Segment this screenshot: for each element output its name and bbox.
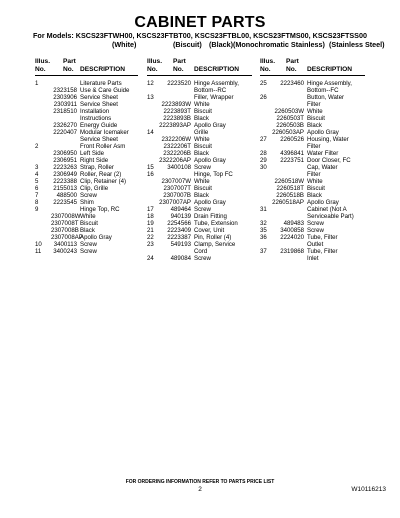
part-description: Apollo Gray xyxy=(194,199,226,206)
part-row xyxy=(35,248,138,255)
part-row xyxy=(35,227,138,234)
header-illus-no: No. xyxy=(35,66,46,73)
part-row xyxy=(147,178,252,185)
page-title: CABINET PARTS xyxy=(134,14,266,31)
part-row xyxy=(147,234,252,241)
part-description: White xyxy=(194,178,210,185)
part-row xyxy=(260,227,365,234)
part-description: Housing, Water Filter xyxy=(307,136,349,150)
part-number: 2223387 xyxy=(167,234,191,241)
part-number: 2306950 xyxy=(53,150,77,157)
part-number: 2223520 xyxy=(167,80,191,87)
illus-number: 28 xyxy=(260,150,267,157)
part-number: 2260503B xyxy=(276,122,304,129)
illus-number: 1 xyxy=(35,80,39,87)
part-description: Biscuit xyxy=(194,143,212,150)
part-number: 940139 xyxy=(170,213,191,220)
variant-biscuit: (Biscuit) xyxy=(173,40,202,49)
illus-number: 37 xyxy=(260,248,267,255)
part-row xyxy=(260,94,365,108)
part-row xyxy=(35,241,138,248)
illus-number: 2 xyxy=(35,143,39,150)
part-description: Use & Care Guide xyxy=(80,87,130,94)
part-description: Black xyxy=(194,150,209,157)
column-header xyxy=(260,58,365,76)
part-number: 4396841 xyxy=(280,150,304,157)
part-description: Pin, Roller (4) xyxy=(194,234,232,241)
part-description: Biscuit xyxy=(194,185,212,192)
part-description: Screw xyxy=(307,227,324,234)
part-number: 2303906 xyxy=(53,94,77,101)
part-description: White xyxy=(194,136,210,143)
column-header xyxy=(35,58,138,76)
illus-number: 13 xyxy=(147,94,154,101)
part-description: Hinge, Top FC xyxy=(194,171,233,178)
part-row xyxy=(35,171,138,178)
part-row xyxy=(35,108,138,122)
part-row xyxy=(260,115,365,122)
part-description: Apollo Gray xyxy=(307,199,339,206)
illus-number: 18 xyxy=(147,213,154,220)
header-illus: Illus. xyxy=(260,58,276,65)
part-description: Black xyxy=(194,115,209,122)
parts-list xyxy=(35,80,138,255)
part-description: Strap, Roller xyxy=(80,164,114,171)
part-description: Roller, Rear (2) xyxy=(80,171,122,178)
illus-number: 21 xyxy=(147,227,154,234)
part-description: Service Sheet xyxy=(80,101,118,108)
part-row xyxy=(147,164,252,171)
part-row xyxy=(35,164,138,171)
part-description: Cover, Unit xyxy=(194,227,225,234)
header-illus-no: No. xyxy=(147,66,158,73)
illus-number: 10 xyxy=(35,241,42,248)
part-number: 2307007AP xyxy=(159,199,191,206)
part-number: 3400108 xyxy=(167,164,191,171)
part-row xyxy=(260,164,365,178)
part-number: 2223893T xyxy=(163,108,191,115)
part-number: 2307007T xyxy=(163,185,191,192)
part-description: Service Sheet xyxy=(80,94,118,101)
part-number: 2223751 xyxy=(280,157,304,164)
illus-number: 24 xyxy=(147,255,154,262)
illus-number: 15 xyxy=(147,164,154,171)
part-description: Black xyxy=(307,192,322,199)
parts-column-1 xyxy=(35,58,138,255)
part-number: 2326270 xyxy=(53,122,77,129)
part-row xyxy=(35,234,138,241)
variant-white: (White) xyxy=(112,40,137,49)
part-number: 2260518T xyxy=(276,185,304,192)
header-description: DESCRIPTION xyxy=(80,66,126,73)
part-number: 489464 xyxy=(170,206,191,213)
header-illus: Illus. xyxy=(35,58,51,65)
part-number: 2260518AP xyxy=(272,199,304,206)
part-row xyxy=(35,94,138,101)
part-row xyxy=(260,80,365,94)
part-number: 2307008AP xyxy=(51,234,83,241)
part-row xyxy=(147,150,252,157)
part-description: Modular Icemaker Service Sheet xyxy=(80,129,129,143)
part-row xyxy=(260,150,365,157)
header-part: Part xyxy=(173,58,186,65)
part-row xyxy=(260,248,365,262)
part-number: 2223460 xyxy=(280,80,304,87)
part-number: 3400858 xyxy=(280,227,304,234)
part-row xyxy=(35,122,138,129)
part-description: Apollo Gray xyxy=(194,122,226,129)
illus-number: 6 xyxy=(35,185,39,192)
part-number: 2155013 xyxy=(53,185,77,192)
part-number: 2307008B xyxy=(51,227,79,234)
part-description: Tube, Extension xyxy=(194,220,238,227)
part-row xyxy=(147,94,252,101)
part-number: 2323158 xyxy=(53,87,77,94)
part-number: 2322206AP xyxy=(159,157,191,164)
part-row xyxy=(35,143,138,150)
illus-number: 27 xyxy=(260,136,267,143)
part-row xyxy=(147,122,252,129)
illus-number: 26 xyxy=(260,94,267,101)
part-number: 2322206W xyxy=(161,136,191,143)
part-row xyxy=(35,192,138,199)
part-number: 2223893B xyxy=(163,115,191,122)
part-number: 2223893W xyxy=(161,101,191,108)
illus-number: 31 xyxy=(260,206,267,213)
part-description: Biscuit xyxy=(307,115,325,122)
parts-column-2 xyxy=(147,58,252,262)
part-number: 2306951 xyxy=(53,157,77,164)
header-illus-no: No. xyxy=(260,66,271,73)
part-row xyxy=(35,87,138,94)
illus-number: 35 xyxy=(260,227,267,234)
part-number: 2260503W xyxy=(274,108,304,115)
part-row xyxy=(147,206,252,213)
part-description: Apollo Gray xyxy=(307,129,339,136)
part-row xyxy=(147,129,252,136)
part-description: White xyxy=(194,101,210,108)
part-number: 3400243 xyxy=(53,248,77,255)
part-row xyxy=(147,192,252,199)
part-description: Grille xyxy=(194,129,209,136)
part-number: 489483 xyxy=(283,220,304,227)
part-description: Right Side xyxy=(80,157,109,164)
part-row xyxy=(147,185,252,192)
part-number: 2223388 xyxy=(53,178,77,185)
part-row xyxy=(147,255,252,262)
part-number: 2307008T xyxy=(51,220,79,227)
part-row xyxy=(260,108,365,115)
part-description: Filler, Wrapper xyxy=(194,94,234,101)
part-row xyxy=(260,206,365,220)
part-description: Installation Instructions xyxy=(80,108,112,122)
part-row xyxy=(147,227,252,234)
part-description: Hinge Assembly, Bottom--RC xyxy=(194,80,239,94)
part-description: Water Filter xyxy=(307,150,339,157)
part-row xyxy=(35,178,138,185)
part-description: White xyxy=(307,108,323,115)
part-number: 2260526 xyxy=(280,136,304,143)
illus-number: 32 xyxy=(260,220,267,227)
part-number: 2318510 xyxy=(53,108,77,115)
parts-list xyxy=(147,80,252,262)
part-description: Biscuit xyxy=(307,185,325,192)
part-number: 2306949 xyxy=(53,171,77,178)
part-description: Cap, Water Filter xyxy=(307,164,338,178)
illus-number: 9 xyxy=(35,206,39,213)
part-number: 2223893AP xyxy=(159,122,191,129)
part-row xyxy=(147,143,252,150)
part-description: Drain Fitting xyxy=(194,213,227,220)
part-description: Left Side xyxy=(80,150,105,157)
part-description: Clip, Grille xyxy=(80,185,109,192)
header-illus: Illus. xyxy=(147,58,163,65)
part-description: Screw xyxy=(307,220,324,227)
part-row xyxy=(147,213,252,220)
illus-number: 5 xyxy=(35,178,39,185)
part-number: 2260503T xyxy=(276,115,304,122)
part-description: Screw xyxy=(194,255,211,262)
part-row xyxy=(260,178,365,185)
part-description: Hinge Assembly, Bottom--FC xyxy=(307,80,352,94)
part-number: 488500 xyxy=(56,192,77,199)
part-description: Screw xyxy=(80,248,97,255)
part-number: 2223409 xyxy=(167,227,191,234)
document-number: W10116213 xyxy=(351,486,386,493)
part-row xyxy=(260,129,365,136)
part-description: Screw xyxy=(80,241,97,248)
part-description: Tube, Filter Outlet xyxy=(307,234,338,248)
models-line: For Models: KSCS23FTWH00, KSCS23FTBT00, KSCS23FTBL00, KSCS23FTMS00, KSCS23FTSS00 xyxy=(33,31,367,40)
illus-number: 4 xyxy=(35,171,39,178)
part-description: Button, Water Filter xyxy=(307,94,345,108)
part-row xyxy=(147,199,252,206)
part-row xyxy=(260,157,365,164)
part-number: 2322206B xyxy=(163,150,191,157)
part-description: Literature Parts xyxy=(80,80,122,87)
illus-number: 22 xyxy=(147,234,154,241)
part-row xyxy=(260,185,365,192)
part-row xyxy=(35,199,138,206)
ordering-info: FOR ORDERING INFORMATION REFER TO PARTS PRICE LIST xyxy=(125,479,275,485)
part-description: Screw xyxy=(194,206,211,213)
illus-number: 29 xyxy=(260,157,267,164)
part-description: Tube, Filter Inlet xyxy=(307,248,338,262)
part-description: White xyxy=(80,213,96,220)
part-row xyxy=(147,220,252,227)
part-row xyxy=(35,129,138,143)
part-number: 2322206T xyxy=(163,143,191,150)
part-number: 2260503AP xyxy=(272,129,304,136)
part-row xyxy=(35,80,138,87)
illus-number: 23 xyxy=(147,241,154,248)
part-description: Cabinet (Not A Serviceable Part) xyxy=(307,206,354,220)
part-row xyxy=(147,80,252,94)
part-description: Hinge Top, RC xyxy=(80,206,120,213)
illus-number: 14 xyxy=(147,129,154,136)
illus-number: 16 xyxy=(147,171,154,178)
header-description: DESCRIPTION xyxy=(307,66,353,73)
page-number: 2 xyxy=(198,486,202,493)
part-description: Shim xyxy=(80,199,94,206)
part-row xyxy=(260,192,365,199)
part-row xyxy=(147,171,252,178)
part-description: Biscuit xyxy=(80,220,98,227)
part-row xyxy=(35,206,138,213)
part-row xyxy=(147,108,252,115)
part-number: 2223263 xyxy=(53,164,77,171)
part-number: 2260518B xyxy=(276,192,304,199)
part-number: 549193 xyxy=(170,241,191,248)
header-part: Part xyxy=(63,58,76,65)
variant-black: (Black) xyxy=(209,40,233,49)
part-number: 2260518W xyxy=(274,178,304,185)
part-number: 489084 xyxy=(170,255,191,262)
part-row xyxy=(260,234,365,248)
part-row xyxy=(35,220,138,227)
part-row xyxy=(260,220,365,227)
part-row xyxy=(35,101,138,108)
part-description: Apollo Gray xyxy=(80,234,112,241)
part-row xyxy=(260,122,365,129)
part-row xyxy=(35,157,138,164)
part-description: Black xyxy=(194,192,209,199)
illus-number: 11 xyxy=(35,248,42,255)
illus-number: 25 xyxy=(260,80,267,87)
variant-monochromatic-stainless: (Monochromatic Stainless) xyxy=(233,40,325,49)
part-description: Screw xyxy=(80,192,97,199)
part-number: 2224020 xyxy=(280,234,304,241)
part-description: Clip, Retainer (4) xyxy=(80,178,127,185)
part-row xyxy=(35,213,138,220)
illus-number: 19 xyxy=(147,220,154,227)
illus-number: 7 xyxy=(35,192,39,199)
part-number: 2307008W xyxy=(51,213,81,220)
part-number: 2307007B xyxy=(163,192,191,199)
illus-number: 17 xyxy=(147,206,154,213)
illus-number: 36 xyxy=(260,234,267,241)
parts-column-3 xyxy=(260,58,365,262)
part-number: 2303911 xyxy=(53,101,77,108)
header-part-no: No. xyxy=(286,66,297,73)
part-description: Door Closer, FC xyxy=(307,157,351,164)
header-description: DESCRIPTION xyxy=(194,66,240,73)
part-description: Apollo Gray xyxy=(194,157,226,164)
part-number: 2254566 xyxy=(167,220,191,227)
part-row xyxy=(260,199,365,206)
part-row xyxy=(35,150,138,157)
part-row xyxy=(260,136,365,150)
part-description: Black xyxy=(80,227,95,234)
part-description: Black xyxy=(307,122,322,129)
part-row xyxy=(35,185,138,192)
part-description: White xyxy=(307,178,323,185)
part-row xyxy=(147,101,252,108)
part-number: 2223545 xyxy=(53,199,77,206)
part-row xyxy=(147,136,252,143)
part-description: Screw xyxy=(194,164,211,171)
part-row xyxy=(147,157,252,164)
part-row xyxy=(147,115,252,122)
part-description: Clamp, Service Cord xyxy=(194,241,236,255)
column-header xyxy=(147,58,252,76)
part-row xyxy=(147,241,252,255)
part-number: 2220407 xyxy=(53,129,77,136)
parts-list xyxy=(260,80,365,262)
header-part-no: No. xyxy=(173,66,184,73)
illus-number: 30 xyxy=(260,164,267,171)
header-part: Part xyxy=(286,58,299,65)
part-number: 2307007W xyxy=(161,178,191,185)
illus-number: 3 xyxy=(35,164,39,171)
part-number: 2319868 xyxy=(280,248,304,255)
header-part-no: No. xyxy=(63,66,74,73)
illus-number: 12 xyxy=(147,80,154,87)
part-number: 3400113 xyxy=(53,241,77,248)
part-description: Front Roller Asm xyxy=(80,143,126,150)
illus-number: 8 xyxy=(35,199,39,206)
variant-stainless-steel: (Stainless Steel) xyxy=(329,40,385,49)
part-description: Energy Guide xyxy=(80,122,118,129)
part-description: Biscuit xyxy=(194,108,212,115)
